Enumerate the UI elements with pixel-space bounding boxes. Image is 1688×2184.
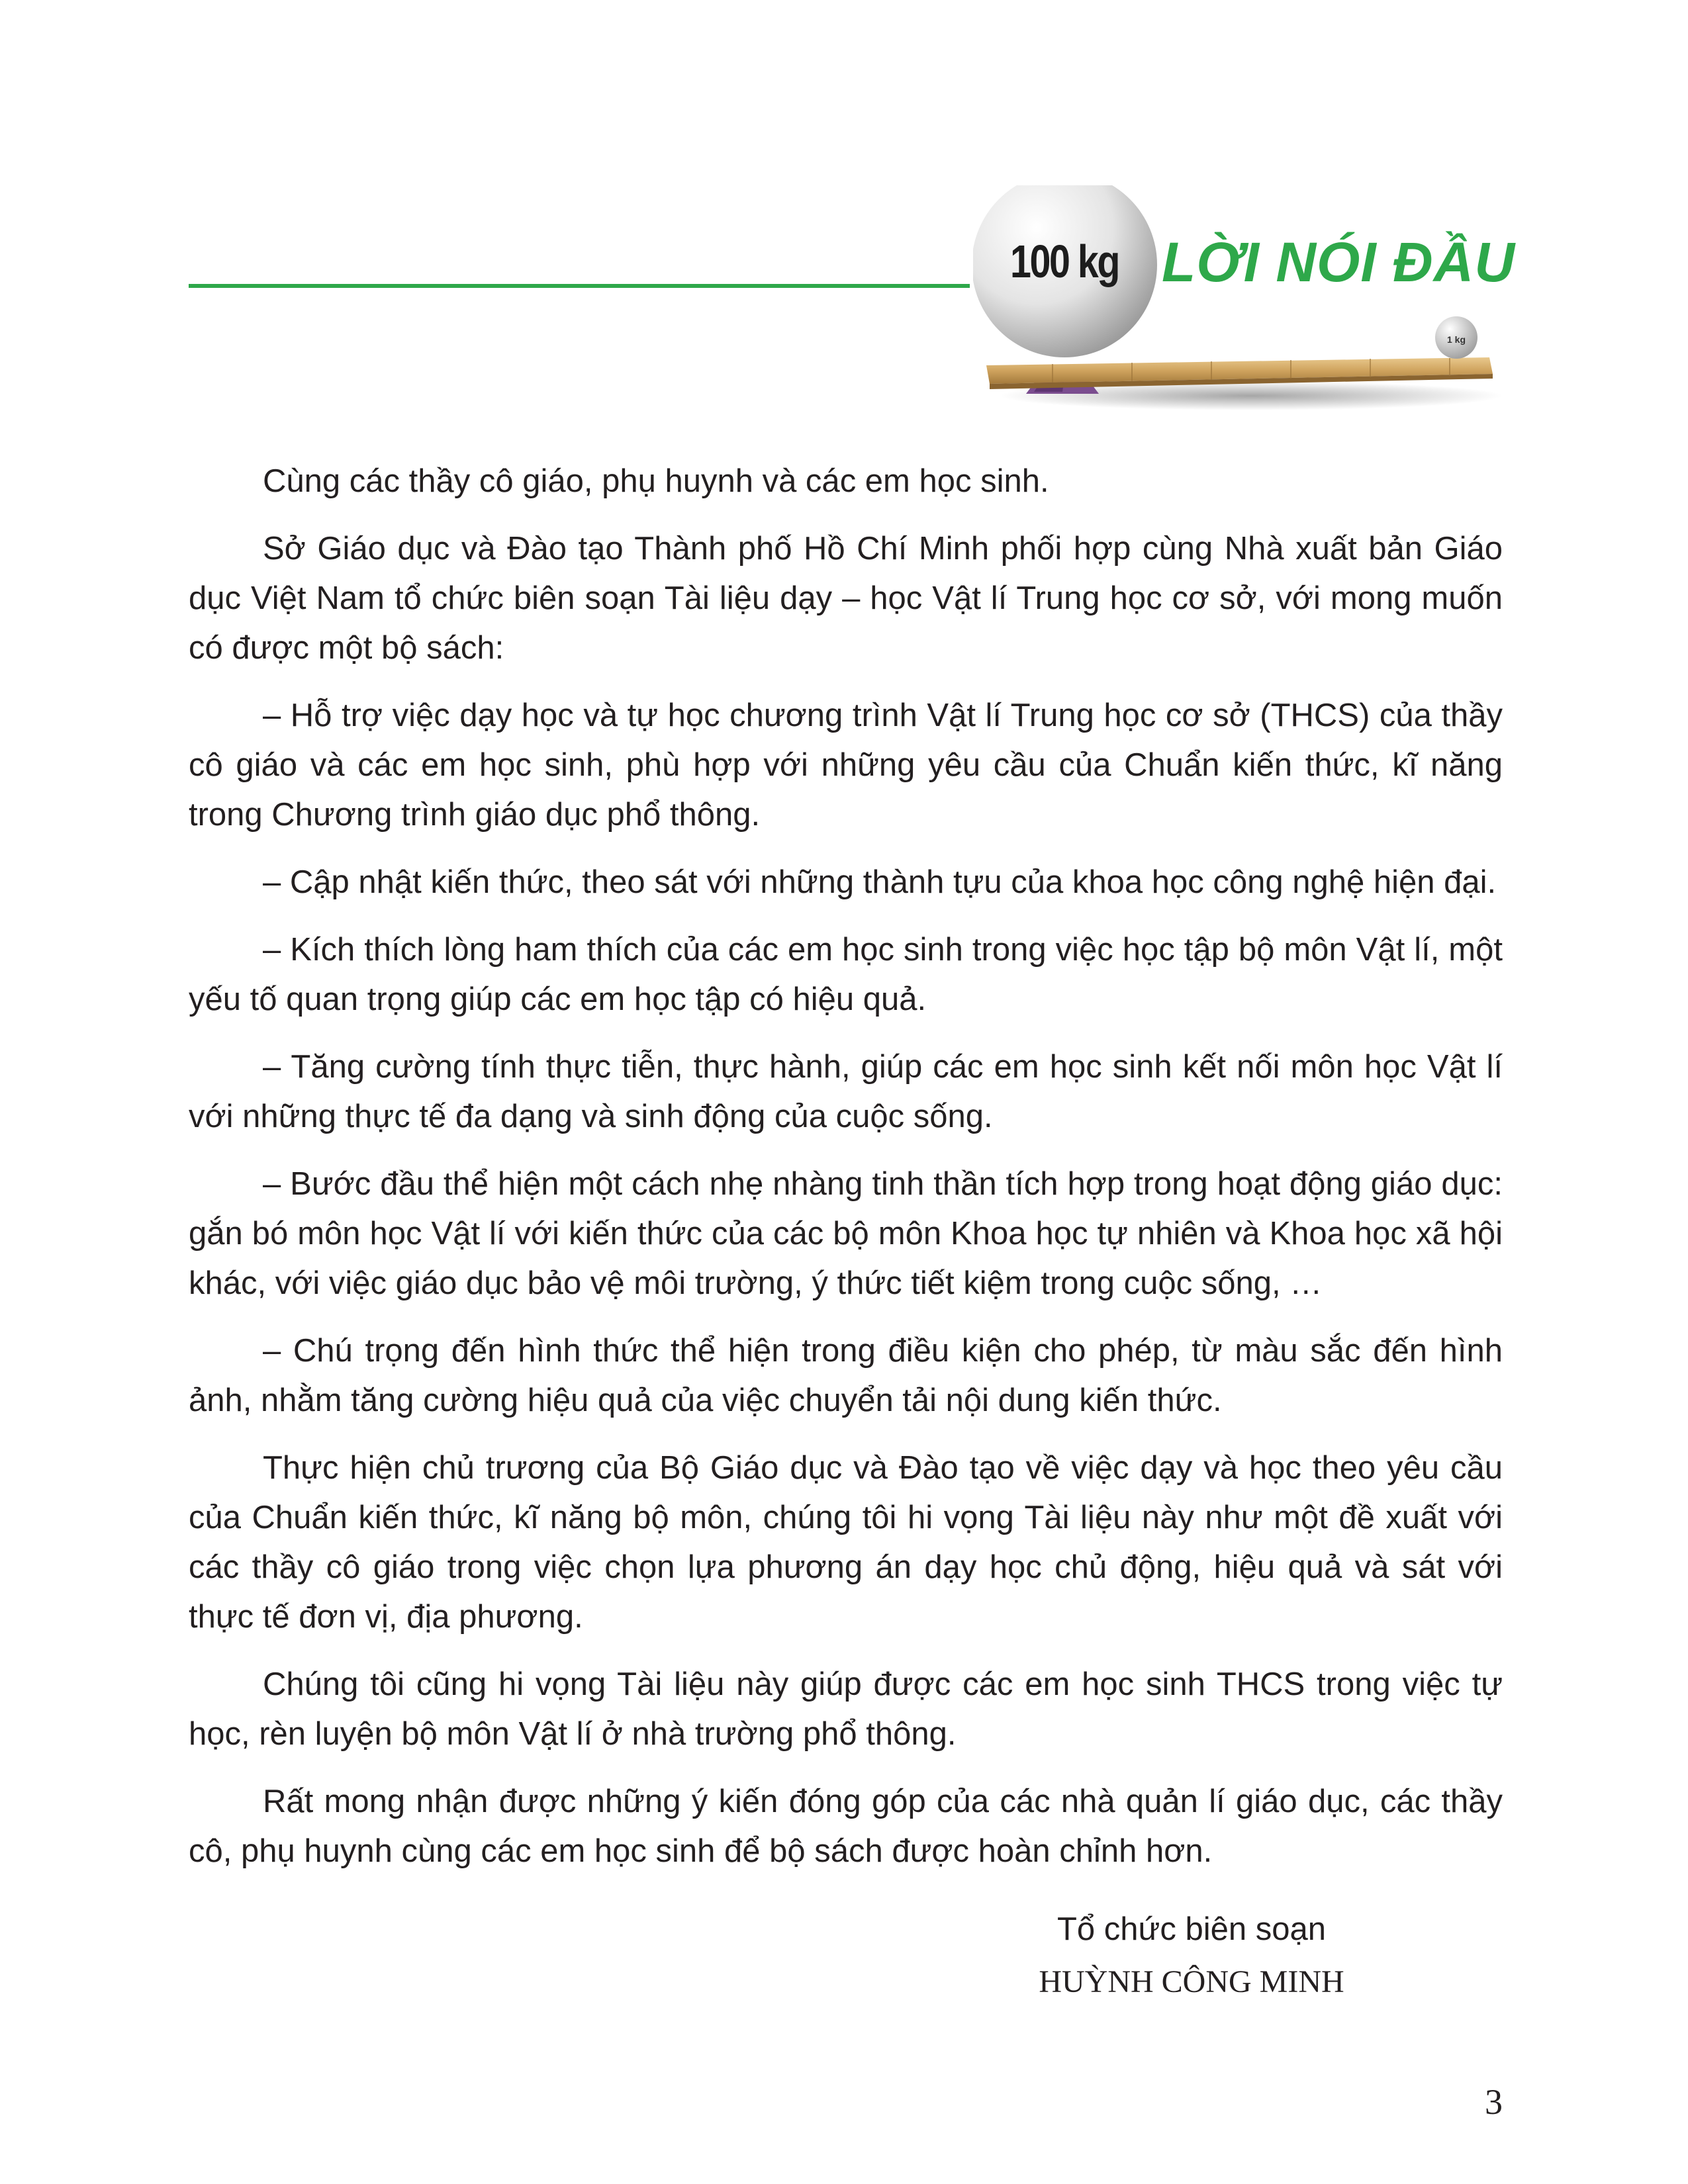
paragraph: – Bước đầu thể hiện một cách nhẹ nhàng tinh thần tích hợp trong hoạt động giáo dục: gắn bó môn học Vật lí với kiến thức của các bộ môn Khoa học tự nhiên và Khoa học xã hội khác, với việc giáo dục bảo vệ môi trường, ý thức tiết kiệm trong cuộc sống, … bbox=[189, 1166, 1503, 1301]
paragraph: Chúng tôi cũng hi vọng Tài liệu này giúp được các em học sinh THCS trong việc tự học, rèn luyện bộ môn Vật lí ở nhà trường phổ thông. bbox=[189, 1666, 1503, 1752]
page-title: LỜI NÓI ĐẦU bbox=[1162, 231, 1515, 293]
paragraph: Cùng các thầy cô giáo, phụ huynh và các em học sinh. bbox=[263, 463, 1049, 499]
page-number: 3 bbox=[1485, 2082, 1503, 2122]
paragraph: Rất mong nhận được những ý kiến đóng góp của các nhà quản lí giáo dục, các thầy cô, phụ huynh cùng các em học sinh để bộ sách được hoàn chỉnh hơn. bbox=[189, 1784, 1503, 1869]
signature-block bbox=[927, 1903, 1456, 2009]
balance-scale-icon bbox=[973, 185, 1503, 410]
paragraph: – Hỗ trợ việc dạy học và tự học chương trình Vật lí Trung học cơ sở (THCS) của thầy cô giáo và các em học sinh, phù hợp với những yêu cầu của Chuẩn kiến thức, kĩ năng trong Chương trình giáo dục phổ thông. bbox=[189, 698, 1503, 833]
body-text bbox=[189, 457, 1503, 1894]
paragraph: – Chú trọng đến hình thức thể hiện trong điều kiện cho phép, từ màu sắc đến hình ảnh, nhằm tăng cường hiệu quả của việc chuyển tải nội dung kiến thức. bbox=[189, 1333, 1503, 1418]
small-weight-label: 1 kg bbox=[1446, 334, 1466, 345]
paragraph: – Kích thích lòng ham thích của các em học sinh trong việc học tập bộ môn Vật lí, một yếu tố quan trọng giúp các em học tập có hiệu quả. bbox=[189, 932, 1503, 1017]
paragraph: – Cập nhật kiến thức, theo sát với những thành tựu của khoa học công nghệ hiện đại. bbox=[263, 864, 1497, 900]
signature-name: HUỲNH CÔNG MINH bbox=[1039, 1964, 1344, 1999]
signature-role: Tổ chức biên soạn bbox=[1057, 1911, 1326, 1947]
paragraph: Thực hiện chủ trương của Bộ Giáo dục và Đào tạo về việc dạy và học theo yêu cầu của Chuẩn kiến thức, kĩ năng bộ môn, chúng tôi hi vọng Tài liệu này như một đề xuất với các thầy cô giáo trong việc chọn lựa phương án dạy học chủ động, hiệu quả và sát với thực tế đơn vị, địa phương. bbox=[189, 1450, 1503, 1635]
weight-label: 100 kg bbox=[1010, 236, 1119, 287]
paragraph: – Tăng cường tính thực tiễn, thực hành, giúp các em học sinh kết nối môn học Vật lí với những thực tế đa dạng và sinh động của cuộc sống. bbox=[189, 1049, 1503, 1134]
header-rule bbox=[189, 284, 970, 288]
paragraph: Sở Giáo dục và Đào tạo Thành phố Hồ Chí Minh phối hợp cùng Nhà xuất bản Giáo dục Việt Nam tổ chức biên soạn Tài liệu dạy – học Vật lí Trung học cơ sở, với mong muốn có được một bộ sách: bbox=[189, 531, 1503, 666]
